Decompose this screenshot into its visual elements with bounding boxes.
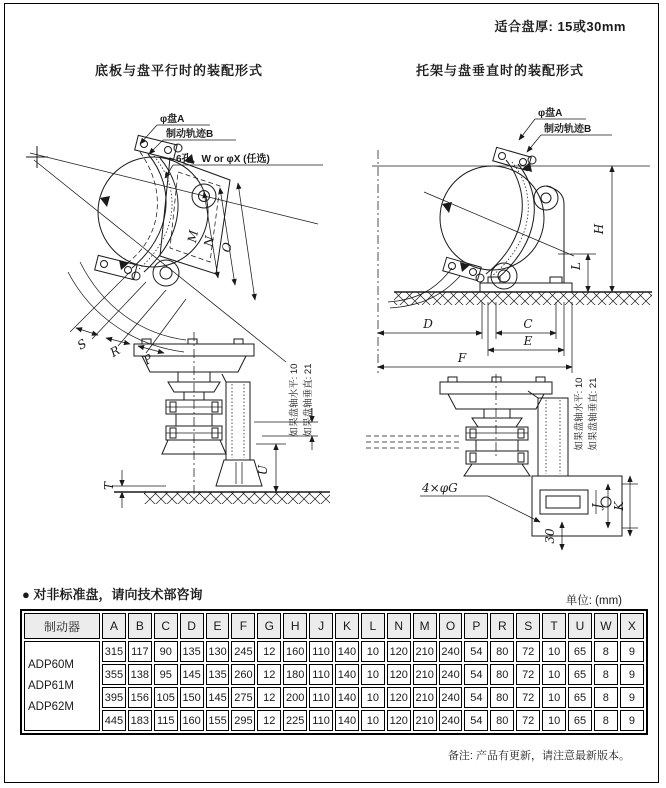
table-header-h: H	[283, 613, 307, 639]
dim-value-cell: 120	[387, 710, 411, 731]
right-diagram-title: 托架与盘垂直时的装配形式	[415, 63, 584, 78]
dim-value-cell: 10	[542, 641, 566, 662]
ground-hatching	[144, 492, 330, 504]
dim-value-cell: 240	[439, 710, 463, 731]
dim-value-cell: 54	[464, 710, 488, 731]
table-header-t: T	[542, 613, 566, 639]
support-bracket	[546, 186, 564, 283]
dim-value-cell: 9	[620, 710, 644, 731]
table-header-l: L	[361, 613, 385, 639]
dim-value-cell: 8	[594, 687, 618, 708]
dim-value-cell: 260	[231, 664, 255, 685]
dim-value-cell: 120	[387, 664, 411, 685]
dim-value-cell: 295	[231, 710, 255, 731]
dim-label-h: H	[592, 223, 606, 235]
dim-value-cell: 210	[413, 664, 437, 685]
table-header-n: N	[387, 613, 411, 639]
dim-value-cell: 65	[568, 687, 592, 708]
dim-value-cell: 80	[490, 664, 514, 685]
dim-label-d: D	[423, 317, 433, 331]
left-assembly-drawing	[18, 92, 340, 544]
brake-track-label: 制动轨迹B	[166, 129, 214, 140]
dim-value-cell: 140	[335, 641, 359, 662]
axis-horizontal-note: 如果盘轴水平: 10	[289, 363, 300, 437]
dim-value-cell: 12	[257, 687, 281, 708]
dim-value-cell: 110	[309, 687, 333, 708]
dim-value-cell: 445	[102, 710, 126, 731]
table-header-f: F	[231, 613, 255, 639]
dimension-table	[20, 609, 648, 735]
dim-value-cell: 135	[206, 664, 230, 685]
dim-value-cell: 80	[490, 710, 514, 731]
dim-value-cell: 110	[309, 641, 333, 662]
dim-value-cell: 210	[413, 710, 437, 731]
dim-value-cell: 210	[413, 687, 437, 708]
table-header-s: S	[516, 613, 540, 639]
dim-value-cell: 245	[231, 641, 255, 662]
dim-value-cell: 117	[128, 641, 152, 662]
dim-label-j: J	[590, 503, 604, 509]
dim-value-cell: 8	[594, 710, 618, 731]
ground-hatching	[394, 292, 652, 305]
dim-value-cell: 210	[413, 641, 437, 662]
dim-value-cell: 72	[516, 710, 540, 731]
table-header-o: O	[439, 613, 463, 639]
dim-value-cell: 9	[620, 664, 644, 685]
dim-value-cell: 240	[439, 641, 463, 662]
dim-value-cell: 54	[464, 687, 488, 708]
dim-value-cell: 160	[283, 641, 307, 662]
dim-value-cell: 65	[568, 664, 592, 685]
model-label: ADP61M	[28, 679, 75, 692]
disc-diameter-label: φ盘A	[538, 108, 563, 119]
dim-value-cell: 72	[516, 641, 540, 662]
model-label: ADP62M	[28, 700, 75, 713]
bullet-icon: ●	[22, 587, 30, 602]
dim-value-cell: 9	[620, 641, 644, 662]
dim-value-cell: 80	[490, 641, 514, 662]
table-header-r: R	[490, 613, 514, 639]
table-header-b: B	[128, 613, 152, 639]
dim-value-cell: 12	[257, 710, 281, 731]
unit-note: 单位: (mm)	[565, 595, 622, 607]
dim-label-p: P	[141, 351, 155, 368]
dim-value-cell: 110	[309, 710, 333, 731]
dim-value-cell: 10	[361, 687, 385, 708]
dim-value-cell: 10	[361, 710, 385, 731]
dim-value-cell: 72	[516, 687, 540, 708]
dim-value-cell: 275	[231, 687, 255, 708]
dim-value-cell: 150	[180, 687, 204, 708]
dim-value-cell: 12	[257, 664, 281, 685]
axis-vertical-note: 如果盘轴垂直: 21	[588, 377, 599, 451]
dim-label-c: C	[523, 317, 533, 331]
dim-label-n: N	[201, 234, 217, 248]
dim-value-cell: 10	[361, 664, 385, 685]
table-header-m: M	[413, 613, 437, 639]
dim-value-cell: 145	[206, 687, 230, 708]
table-header-u: U	[568, 613, 592, 639]
dim-label-f: F	[457, 351, 467, 365]
dim-value-cell: 138	[128, 664, 152, 685]
dim-value-cell: 183	[128, 710, 152, 731]
table-header-p: P	[464, 613, 488, 639]
dim-label-u: U	[256, 464, 270, 476]
table-header-d: D	[180, 613, 204, 639]
caliper-bottom-clamp	[95, 255, 140, 280]
table-row	[24, 710, 644, 731]
dim-value-cell: 200	[283, 687, 307, 708]
model-label: ADP60M	[28, 659, 75, 672]
dim-label-t: T	[102, 481, 116, 491]
holes-option-label: 6孔、W or φX (任选)	[176, 154, 270, 165]
nonstandard-disc-note	[22, 584, 203, 603]
table-header-w: W	[594, 613, 618, 639]
dim-label-l: L	[569, 262, 583, 270]
footer-note: 备注: 产品有更新，请注意最新版本。	[447, 750, 630, 762]
table-header-c: C	[154, 613, 178, 639]
dim-value-cell: 10	[542, 710, 566, 731]
dim-value-cell: 95	[154, 664, 178, 685]
dim-value-cell: 180	[283, 664, 307, 685]
table-header-e: E	[206, 613, 230, 639]
table-header-k: K	[335, 613, 359, 639]
dim-value-cell: 240	[439, 664, 463, 685]
axis-horizontal-note: 如果盘轴水平: 10	[574, 377, 585, 451]
dim-value-cell: 10	[542, 687, 566, 708]
dim-label-e: E	[523, 334, 533, 348]
dim-value-cell: 65	[568, 710, 592, 731]
left-diagram-title: 底板与盘平行时的装配形式	[94, 63, 263, 78]
dim-label-o: O	[219, 241, 235, 254]
dim-value-cell: 140	[335, 710, 359, 731]
table-header-model: 制动器	[24, 613, 100, 639]
dim-value-cell: 90	[154, 641, 178, 662]
mount-holes-label: 4×φG	[422, 481, 458, 495]
dim-value-cell: 115	[154, 710, 178, 731]
dim-label-r: R	[107, 343, 123, 360]
dim-value-cell: 140	[335, 687, 359, 708]
disc-diameter-label: φ盘A	[160, 114, 185, 125]
model-label-cell	[24, 641, 100, 731]
disc-thickness-note: 适合盘厚: 15或30mm	[494, 19, 626, 34]
dim-value-cell: 355	[102, 664, 126, 685]
table-header-a: A	[102, 613, 126, 639]
dim-label-30: 30	[543, 528, 557, 544]
machine-base-side-view	[134, 332, 262, 496]
dim-value-cell: 395	[102, 687, 126, 708]
dim-value-cell: 145	[180, 664, 204, 685]
dim-value-cell: 8	[594, 641, 618, 662]
dim-value-cell: 155	[206, 710, 230, 731]
right-assembly-drawing	[360, 92, 662, 562]
dim-value-cell: 156	[128, 687, 152, 708]
dim-value-cell: 10	[361, 641, 385, 662]
table-header-x: X	[620, 613, 644, 639]
dim-value-cell: 10	[542, 664, 566, 685]
dim-value-cell: 80	[490, 687, 514, 708]
dim-value-cell: 110	[309, 664, 333, 685]
brake-track-label: 制动轨迹B	[544, 124, 592, 135]
table-row	[24, 664, 644, 685]
dim-label-k: K	[612, 501, 626, 511]
dim-value-cell: 12	[257, 641, 281, 662]
dim-value-cell: 105	[154, 687, 178, 708]
dim-value-cell: 240	[439, 687, 463, 708]
dim-value-cell: 160	[180, 710, 204, 731]
table-row	[24, 687, 644, 708]
table-header-j: J	[309, 613, 333, 639]
dim-value-cell: 135	[180, 641, 204, 662]
dim-value-cell: 54	[464, 664, 488, 685]
nonstandard-note-text: 对非标准盘，请向技术部咨询	[33, 587, 203, 602]
table-header-g: G	[257, 613, 281, 639]
dim-value-cell: 225	[283, 710, 307, 731]
dim-value-cell: 54	[464, 641, 488, 662]
dim-value-cell: 72	[516, 664, 540, 685]
dim-value-cell: 9	[620, 687, 644, 708]
dim-value-cell: 120	[387, 641, 411, 662]
dim-label-m: M	[185, 229, 202, 244]
dim-value-cell: 130	[206, 641, 230, 662]
dim-label-s: S	[74, 336, 90, 353]
dim-value-cell: 8	[594, 664, 618, 685]
dim-value-cell: 65	[568, 641, 592, 662]
dim-value-cell: 140	[335, 664, 359, 685]
dim-value-cell: 120	[387, 687, 411, 708]
axis-vertical-note: 如果盘轴垂直: 21	[303, 363, 314, 437]
table-row	[24, 641, 644, 662]
dim-value-cell: 315	[102, 641, 126, 662]
